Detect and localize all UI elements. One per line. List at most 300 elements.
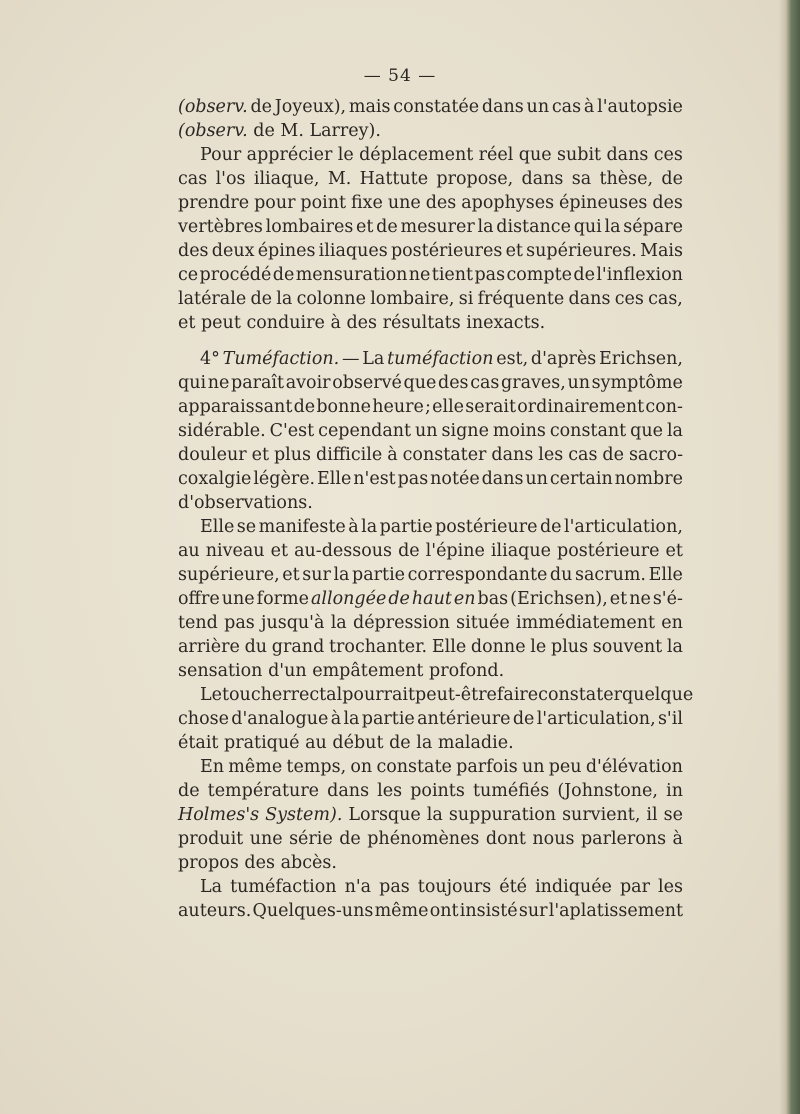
- text-line: [178, 563, 683, 587]
- text-line: [178, 899, 683, 923]
- word: pratiqué: [224, 733, 300, 753]
- text-line: [178, 467, 683, 491]
- word: apprécier: [246, 145, 333, 165]
- word: suppuration: [448, 805, 557, 825]
- word: dans: [521, 169, 564, 189]
- word: de: [293, 397, 316, 417]
- word: série: [289, 829, 333, 849]
- word: abcès.: [280, 853, 337, 873]
- word: niveau: [205, 541, 265, 561]
- word: plus: [273, 445, 312, 465]
- word: heure: [372, 397, 424, 417]
- word: Holmes's: [178, 805, 260, 825]
- word: peut-être: [415, 685, 497, 705]
- word: n'est: [353, 469, 396, 489]
- word: quelque: [621, 685, 694, 705]
- word: dans: [568, 289, 611, 309]
- word: inexacts.: [466, 313, 546, 333]
- word: été: [499, 877, 528, 897]
- word: et: [178, 313, 196, 333]
- word: profond.: [429, 661, 505, 681]
- word: constater: [402, 445, 487, 465]
- word: d'un: [268, 661, 307, 681]
- word: des: [178, 241, 209, 261]
- word: des: [346, 313, 378, 333]
- word: graves,: [501, 373, 566, 393]
- word: haut: [411, 589, 452, 609]
- word: ces: [653, 145, 683, 165]
- word: de: [389, 733, 411, 753]
- word: souvent: [592, 637, 663, 657]
- word: dont: [485, 829, 526, 849]
- text-line: [178, 419, 683, 443]
- word: d'élévation: [585, 757, 683, 777]
- word: n'a: [344, 877, 372, 897]
- word: que: [630, 421, 663, 441]
- word: ne: [408, 265, 431, 285]
- word: à: [330, 313, 341, 333]
- word: tend: [178, 613, 218, 633]
- word: ;: [425, 397, 431, 417]
- word: symptôme: [591, 373, 683, 393]
- word: compte: [506, 265, 572, 285]
- word: dans: [606, 145, 649, 165]
- word: Elle: [200, 517, 235, 537]
- word: et: [282, 565, 300, 585]
- word: Elle: [431, 637, 467, 657]
- word: dans: [327, 781, 370, 801]
- word: M.: [327, 169, 352, 189]
- word: et: [505, 241, 523, 261]
- page-edge: [778, 0, 800, 1114]
- word: cependant: [318, 421, 412, 441]
- text-line: [178, 803, 683, 827]
- word: supérieure,: [178, 565, 280, 585]
- text-line: [178, 611, 683, 635]
- word: serait: [465, 397, 517, 417]
- word: manifeste: [258, 517, 346, 537]
- word: l'inflexion: [596, 265, 683, 285]
- word: colonne: [296, 289, 366, 309]
- word: vertèbres: [178, 217, 263, 237]
- word: maladie.: [437, 733, 514, 753]
- word: observé: [332, 373, 402, 393]
- word: résultats: [382, 313, 461, 333]
- word: points: [410, 781, 465, 801]
- word: épineuses: [559, 193, 648, 213]
- word: une: [221, 589, 255, 609]
- word: et: [609, 589, 628, 609]
- word: début: [332, 733, 384, 753]
- word: l'articulation,: [563, 517, 683, 537]
- word: ne: [629, 589, 651, 609]
- word: se: [236, 517, 257, 537]
- word: paraît: [231, 373, 285, 393]
- word: pour: [254, 193, 296, 213]
- word: arrière: [178, 637, 240, 657]
- word: nombre: [614, 469, 683, 489]
- word: dépression: [353, 613, 450, 633]
- text-line: [178, 215, 683, 239]
- word: antérieure: [417, 709, 511, 729]
- word: de: [253, 121, 275, 141]
- word: Tuméfaction.: [222, 349, 340, 369]
- word: l'articulation,: [536, 709, 656, 729]
- word: C'est: [269, 421, 315, 441]
- text-line: [178, 587, 683, 611]
- word: cas: [551, 97, 582, 117]
- word: réel: [478, 145, 514, 165]
- text-line: [178, 659, 683, 683]
- word: apparaissant: [178, 397, 293, 417]
- word: de: [661, 169, 683, 189]
- word: (observ.: [178, 97, 248, 117]
- word: partie: [379, 517, 433, 537]
- text-line: [178, 755, 683, 779]
- word: douleur: [178, 445, 247, 465]
- word: nous: [532, 829, 575, 849]
- word: chose: [178, 709, 229, 729]
- word: partie: [352, 565, 406, 585]
- word: de: [388, 589, 410, 609]
- word: la: [666, 421, 683, 441]
- word: Lorsque: [348, 805, 421, 825]
- word: qui: [573, 217, 602, 237]
- word: certain: [549, 469, 613, 489]
- word: l'aplatissement: [548, 901, 683, 921]
- word: Le: [200, 685, 222, 705]
- word: fréquente: [477, 289, 565, 309]
- word: de: [178, 781, 200, 801]
- word: produit: [178, 829, 244, 849]
- word: un: [415, 421, 438, 441]
- body-text: [178, 95, 694, 923]
- text-line: [178, 515, 683, 539]
- word: l'autopsie: [597, 97, 683, 117]
- word: Erichsen,: [599, 349, 683, 369]
- text-line: [178, 311, 683, 335]
- word: sa: [571, 169, 592, 189]
- paragraph: [178, 683, 694, 755]
- word: jusqu'à: [261, 613, 325, 633]
- word: sacrum.: [574, 565, 646, 585]
- word: bas: [477, 589, 509, 609]
- text-line: [178, 731, 683, 755]
- word: le: [530, 637, 547, 657]
- word: en: [453, 589, 476, 609]
- paragraph: [178, 515, 683, 683]
- word: de: [398, 541, 420, 561]
- word: s'il: [657, 709, 683, 729]
- word: sépare: [623, 217, 683, 237]
- word: coxalgie: [178, 469, 252, 489]
- word: se: [663, 805, 683, 825]
- word: (Erichsen),: [510, 589, 608, 609]
- word: qui: [178, 373, 207, 393]
- word: la: [666, 637, 683, 657]
- word: la: [604, 217, 621, 237]
- word: Pour: [200, 145, 242, 165]
- word: que: [518, 145, 552, 165]
- word: dans: [491, 445, 534, 465]
- text-line: [178, 119, 683, 143]
- word: cas: [568, 445, 598, 465]
- word: les: [658, 877, 683, 897]
- text-line: [178, 167, 683, 191]
- text-line: [178, 143, 683, 167]
- word: d'après: [530, 349, 597, 369]
- word: tuméfaction: [230, 877, 337, 897]
- word: de: [539, 517, 562, 537]
- word: temps,: [286, 757, 347, 777]
- word: forme: [256, 589, 309, 609]
- word: un: [521, 757, 545, 777]
- text-line: [178, 287, 683, 311]
- word: La: [200, 877, 223, 897]
- word: —: [342, 349, 360, 369]
- word: apophyses: [461, 193, 555, 213]
- word: propose,: [436, 169, 514, 189]
- word: légère.: [253, 469, 316, 489]
- text-line: [178, 779, 683, 803]
- word: température: [207, 781, 320, 801]
- word: un: [526, 97, 550, 117]
- text-line: [178, 707, 683, 731]
- word: Elle: [317, 469, 352, 489]
- word: elle: [432, 397, 465, 417]
- text-line: [178, 395, 683, 419]
- text-line: [178, 347, 683, 371]
- paragraph: [178, 143, 683, 335]
- word: offre: [178, 589, 220, 609]
- text-line: [178, 827, 683, 851]
- word: distance: [496, 217, 571, 237]
- word: et: [665, 541, 683, 561]
- word: constater: [538, 685, 622, 705]
- text-line: [178, 491, 683, 515]
- word: bonne: [316, 397, 371, 417]
- word: Joyeux),: [274, 97, 347, 117]
- word: parfois: [456, 757, 518, 777]
- word: de: [602, 445, 624, 465]
- word: des: [425, 193, 457, 213]
- word: sacro-: [628, 445, 683, 465]
- word: ces: [614, 289, 644, 309]
- word: la: [343, 709, 360, 729]
- word: partie: [361, 709, 415, 729]
- word: si: [458, 289, 474, 309]
- word: phénomènes: [367, 829, 480, 849]
- word: lombaire,: [370, 289, 455, 309]
- word: ont: [429, 901, 459, 921]
- word: tuméfaction: [387, 349, 494, 369]
- word: et: [270, 541, 289, 561]
- word: tient: [431, 265, 474, 285]
- word: pas: [397, 469, 429, 489]
- word: avoir: [285, 373, 331, 393]
- word: grand: [271, 637, 325, 657]
- word: sensation: [178, 661, 263, 681]
- word: pas: [379, 877, 410, 897]
- word: ordinairement: [517, 397, 645, 417]
- word: pas: [224, 613, 255, 633]
- text-line: [178, 95, 683, 119]
- word: rectal: [290, 685, 343, 705]
- word: de: [376, 217, 398, 237]
- word: à: [348, 517, 359, 537]
- word: la: [333, 565, 350, 585]
- word: sur: [302, 565, 331, 585]
- word: supérieures.: [526, 241, 637, 261]
- word: postérieure: [557, 541, 660, 561]
- word: signe: [441, 421, 489, 441]
- word: de: [250, 97, 272, 117]
- word: latérale: [178, 289, 247, 309]
- word: la: [477, 217, 494, 237]
- word: ce: [178, 265, 199, 285]
- word: 4°: [200, 349, 220, 369]
- word: à: [387, 445, 398, 465]
- word: des: [438, 373, 469, 393]
- word: con-: [645, 397, 683, 417]
- word: l'épine: [425, 541, 485, 561]
- word: iliaques: [318, 241, 388, 261]
- word: pourrait: [342, 685, 416, 705]
- word: iliaque,: [253, 169, 320, 189]
- text-line: [178, 239, 683, 263]
- word: s'é-: [652, 589, 683, 609]
- word: à: [583, 97, 595, 117]
- word: peu: [548, 757, 582, 777]
- word: et: [356, 217, 374, 237]
- word: dans: [481, 97, 524, 117]
- word: postérieures: [390, 241, 503, 261]
- word: il: [646, 805, 658, 825]
- paragraph: [178, 95, 683, 143]
- word: point: [300, 193, 347, 213]
- word: auteurs.: [178, 901, 252, 921]
- word: indiquée: [535, 877, 612, 897]
- text-line: [178, 635, 683, 659]
- paragraph: [178, 347, 683, 515]
- word: allongée: [310, 589, 387, 609]
- word: de: [250, 289, 272, 309]
- word: fixe: [351, 193, 383, 213]
- word: prendre: [178, 193, 250, 213]
- word: plus: [551, 637, 589, 657]
- word: constant: [549, 421, 627, 441]
- word: System).: [265, 805, 343, 825]
- word: Hattute: [359, 169, 429, 189]
- word: mensuration: [295, 265, 408, 285]
- word: une: [387, 193, 421, 213]
- text-line: [178, 875, 683, 899]
- word: in: [666, 781, 683, 801]
- word: conduire: [246, 313, 325, 333]
- word: peut: [200, 313, 241, 333]
- word: donne: [470, 637, 526, 657]
- word: insisté: [459, 901, 518, 921]
- word: est,: [496, 349, 529, 369]
- paragraph-gap: [178, 335, 683, 347]
- text-line: [178, 851, 683, 875]
- word: constatée: [393, 97, 480, 117]
- word: d'analogue: [231, 709, 329, 729]
- paragraph: [178, 755, 683, 875]
- word: cas: [178, 169, 208, 189]
- word: la: [416, 733, 433, 753]
- word: difficile: [316, 445, 383, 465]
- word: lombaires: [265, 217, 354, 237]
- word: thèse,: [599, 169, 654, 189]
- word: (observ.: [178, 121, 248, 141]
- word: même: [374, 901, 429, 921]
- word: sur: [518, 901, 548, 921]
- paragraph: [178, 875, 683, 923]
- word: à: [672, 829, 683, 849]
- word: la: [426, 805, 443, 825]
- word: au: [305, 733, 327, 753]
- word: la: [330, 613, 347, 633]
- word: du: [244, 637, 268, 657]
- word: et: [251, 445, 269, 465]
- word: située: [456, 613, 510, 633]
- word: La: [362, 349, 385, 369]
- word: que: [403, 373, 437, 393]
- word: la: [276, 289, 293, 309]
- word: déplacement: [359, 145, 474, 165]
- word: En: [200, 757, 225, 777]
- word: cas,: [648, 289, 683, 309]
- word: de: [512, 709, 535, 729]
- word: épines: [257, 241, 316, 261]
- word: trochanter.: [329, 637, 428, 657]
- word: on: [350, 757, 373, 777]
- word: au-dessous: [294, 541, 393, 561]
- word: (Johnstone,: [557, 781, 658, 801]
- word: Larrey).: [309, 121, 381, 141]
- word: survient,: [562, 805, 641, 825]
- word: au: [178, 541, 200, 561]
- word: les: [538, 445, 564, 465]
- word: sidérable.: [178, 421, 266, 441]
- word: procédé: [199, 265, 272, 285]
- word: faire: [496, 685, 539, 705]
- word: toucher: [221, 685, 291, 705]
- word: d'observations.: [178, 493, 313, 513]
- word: propos: [178, 853, 239, 873]
- word: constate: [376, 757, 452, 777]
- word: Mais: [640, 241, 683, 261]
- word: parlerons: [580, 829, 667, 849]
- word: l'os: [215, 169, 246, 189]
- word: tuméfiés: [472, 781, 550, 801]
- word: des: [652, 193, 683, 213]
- page-number: — 54 —: [363, 66, 437, 86]
- word: de: [272, 265, 295, 285]
- word: toujours: [417, 877, 492, 897]
- text-line: [178, 539, 683, 563]
- word: mesurer: [400, 217, 475, 237]
- text-line: [178, 443, 683, 467]
- word: deux: [211, 241, 255, 261]
- word: la: [361, 517, 378, 537]
- word: dans: [481, 469, 524, 489]
- word: des: [244, 853, 275, 873]
- word: empâtement: [312, 661, 424, 681]
- word: de: [573, 265, 595, 285]
- word: les: [377, 781, 403, 801]
